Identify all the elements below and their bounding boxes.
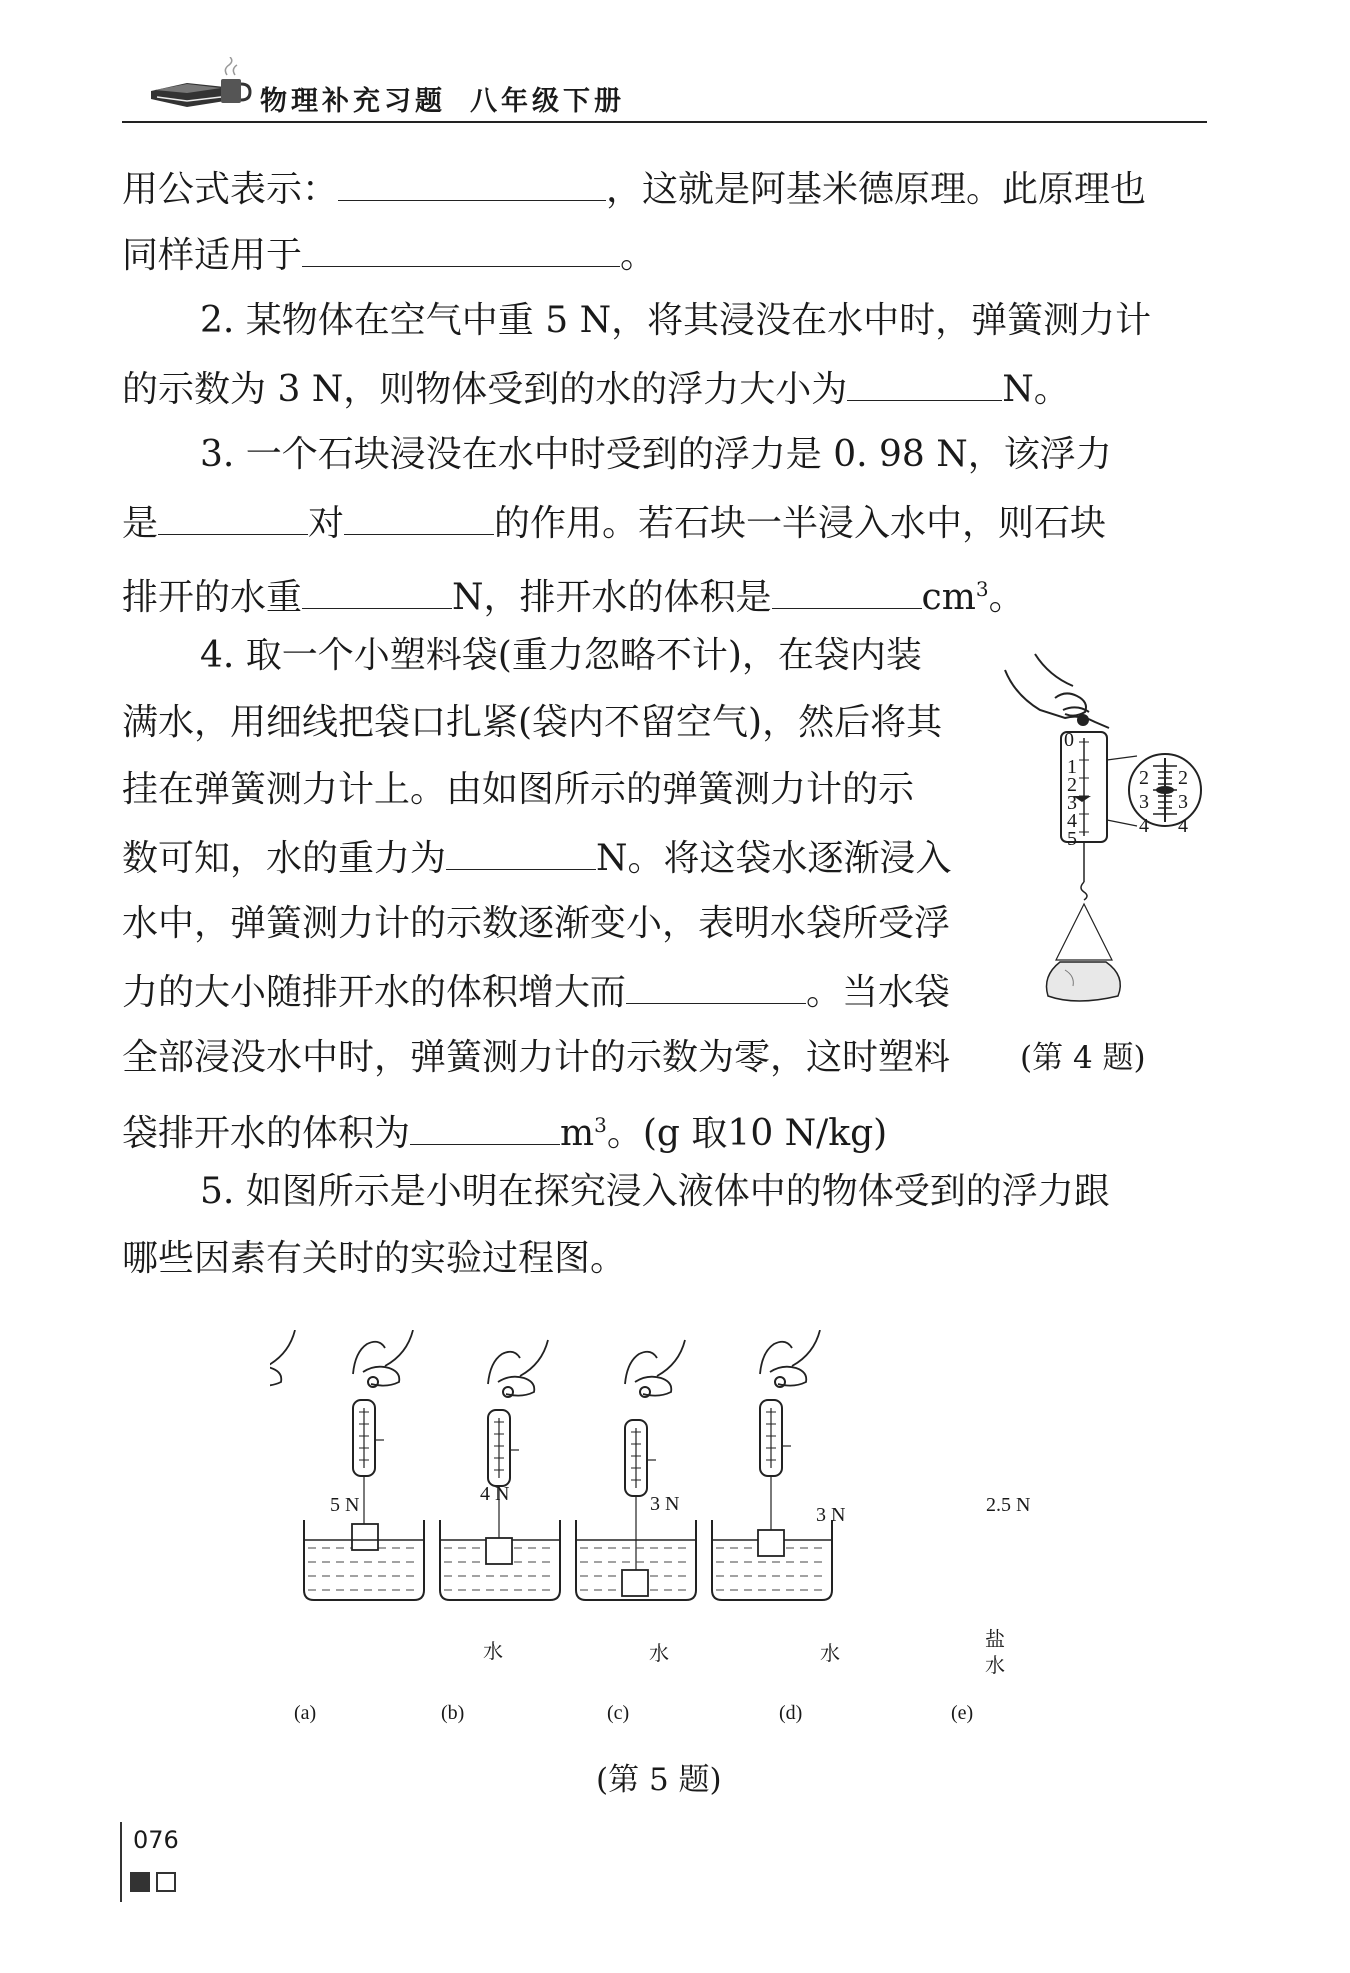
figure-5-buoyancy-experiment	[270, 1330, 1090, 1730]
scale-number: 1	[1067, 756, 1077, 778]
q1-text: 。	[620, 235, 657, 276]
q4-line-1: 4. 取一个小塑料袋(重力忽略不计)，在袋内装	[200, 635, 922, 676]
q1-text: 用公式表示：	[122, 169, 339, 210]
q4-line-3: 挂在弹簧测力计上。由如图所示的弹簧测力计的示	[122, 769, 915, 810]
panel-e-label: (e)	[951, 1702, 974, 1724]
q4-line-4	[122, 835, 952, 881]
zoom-number: 4	[1139, 815, 1149, 837]
panel-e-reading: 2.5 N	[986, 1494, 1031, 1516]
panel-b-reading: 4 N	[480, 1483, 510, 1505]
header-rule	[122, 121, 1207, 123]
q4-line-7: 全部浸没水中时，弹簧测力计的示数为零，这时塑料	[122, 1037, 951, 1078]
scale-number: 3	[1067, 792, 1077, 814]
unit-text: m	[560, 1113, 595, 1154]
answer-blank[interactable]	[446, 835, 596, 870]
q3-line-1: 3. 一个石块浸没在水中时受到的浮力是 0. 98 N，该浮力	[200, 434, 1112, 475]
q4-text: 。当水袋	[806, 972, 951, 1013]
answer-blank[interactable]	[344, 500, 494, 535]
answer-blank[interactable]	[158, 500, 308, 535]
figure-4-caption: (第 4 题)	[1020, 1040, 1146, 1076]
q4-line-8	[122, 1103, 887, 1156]
q2-line-1: 2. 某物体在空气中重 5 N，将其浸没在水中时，弹簧测力计	[200, 300, 1152, 341]
q2-line-2	[122, 366, 1070, 412]
zoom-number: 3	[1178, 791, 1188, 813]
q3-text: 是	[122, 503, 159, 544]
panel-a-label: (a)	[294, 1702, 317, 1724]
panel-b-liquid: 水	[483, 1641, 503, 1663]
zoom-number: 2	[1139, 767, 1149, 789]
book-title: 物理补充习题	[260, 86, 446, 117]
scale-number: 2	[1067, 774, 1077, 796]
q4-text: 力的大小随排开水的体积增大而	[122, 972, 627, 1013]
answer-blank[interactable]	[772, 574, 922, 609]
page-number-bar	[120, 1822, 122, 1902]
superscript: 3	[594, 1113, 607, 1137]
figure-4-spring-scale-with-water-bag	[995, 650, 1225, 1015]
panel-d-reading: 3 N	[816, 1504, 846, 1526]
q4-line-5: 水中，弹簧测力计的示数逐渐变小，表明水袋所受浮	[122, 903, 951, 944]
answer-blank[interactable]	[338, 166, 606, 201]
q5-line-2: 哪些因素有关时的实验过程图。	[122, 1238, 627, 1279]
q5-line-1: 5. 如图所示是小明在探究浸入液体中的物体受到的浮力跟	[200, 1171, 1110, 1212]
q2-text: N。	[1002, 369, 1070, 410]
q4-text: 数可知，水的重力为	[122, 838, 447, 879]
q3-text: 排开的水重	[122, 577, 303, 618]
scale-number: 5	[1067, 828, 1077, 850]
unit-text: cm	[921, 577, 976, 618]
answer-blank[interactable]	[410, 1110, 560, 1145]
q1-text: ，这就是阿基米德原理。此原理也	[606, 169, 1147, 210]
superscript: 3	[975, 577, 989, 601]
q1-line-1	[122, 166, 1146, 212]
zoom-number: 3	[1139, 791, 1149, 813]
zoom-number: 2	[1178, 767, 1188, 789]
q3-text: N，排开水的体积是	[452, 577, 772, 618]
q3-text: 的作用。若石块一半浸入水中，则石块	[494, 503, 1107, 544]
q3-line-2	[122, 500, 1106, 546]
books-cup-logo-icon	[147, 57, 257, 119]
q4-text: N。将这袋水逐渐浸入	[596, 838, 952, 879]
panel-a-reading: 5 N	[330, 1494, 360, 1516]
q4-line-2: 满水，用细线把袋口扎紧(袋内不留空气)，然后将其	[122, 702, 943, 743]
q4-text: 。(g 取10 N/kg)	[606, 1113, 888, 1154]
q3-text: 。	[988, 577, 1025, 618]
scale-number: 4	[1067, 810, 1077, 832]
panel-c-liquid: 水	[649, 1643, 669, 1665]
panel-c-label: (c)	[607, 1702, 630, 1724]
q1-text: 同样适用于	[122, 235, 303, 276]
answer-blank[interactable]	[626, 969, 806, 1004]
scale-number: 0	[1064, 729, 1074, 751]
page-number: 076	[133, 1826, 179, 1854]
q3-line-3	[122, 567, 1025, 620]
q4-line-6	[122, 969, 950, 1015]
q3-text: 对	[308, 503, 345, 544]
empty-square-icon	[156, 1872, 176, 1892]
panel-d-liquid: 水	[820, 1643, 840, 1665]
answer-blank[interactable]	[302, 574, 452, 609]
filled-square-icon	[130, 1872, 150, 1892]
figure-5-caption: (第 5 题)	[596, 1762, 722, 1798]
zoom-number: 4	[1178, 815, 1188, 837]
panel-e-liquid: 盐水	[985, 1629, 1005, 1677]
panel-c-reading: 3 N	[650, 1493, 680, 1515]
answer-blank[interactable]	[302, 232, 620, 267]
q2-text: 的示数为 3 N，则物体受到的水的浮力大小为	[122, 369, 848, 410]
page-header	[122, 55, 1207, 123]
q1-line-2	[122, 232, 656, 278]
answer-blank[interactable]	[847, 366, 1002, 401]
book-grade: 八年级下册	[470, 86, 625, 117]
panel-d-label: (d)	[779, 1702, 803, 1724]
panel-b-label: (b)	[441, 1702, 465, 1724]
q4-text: 袋排开水的体积为	[122, 1113, 411, 1154]
